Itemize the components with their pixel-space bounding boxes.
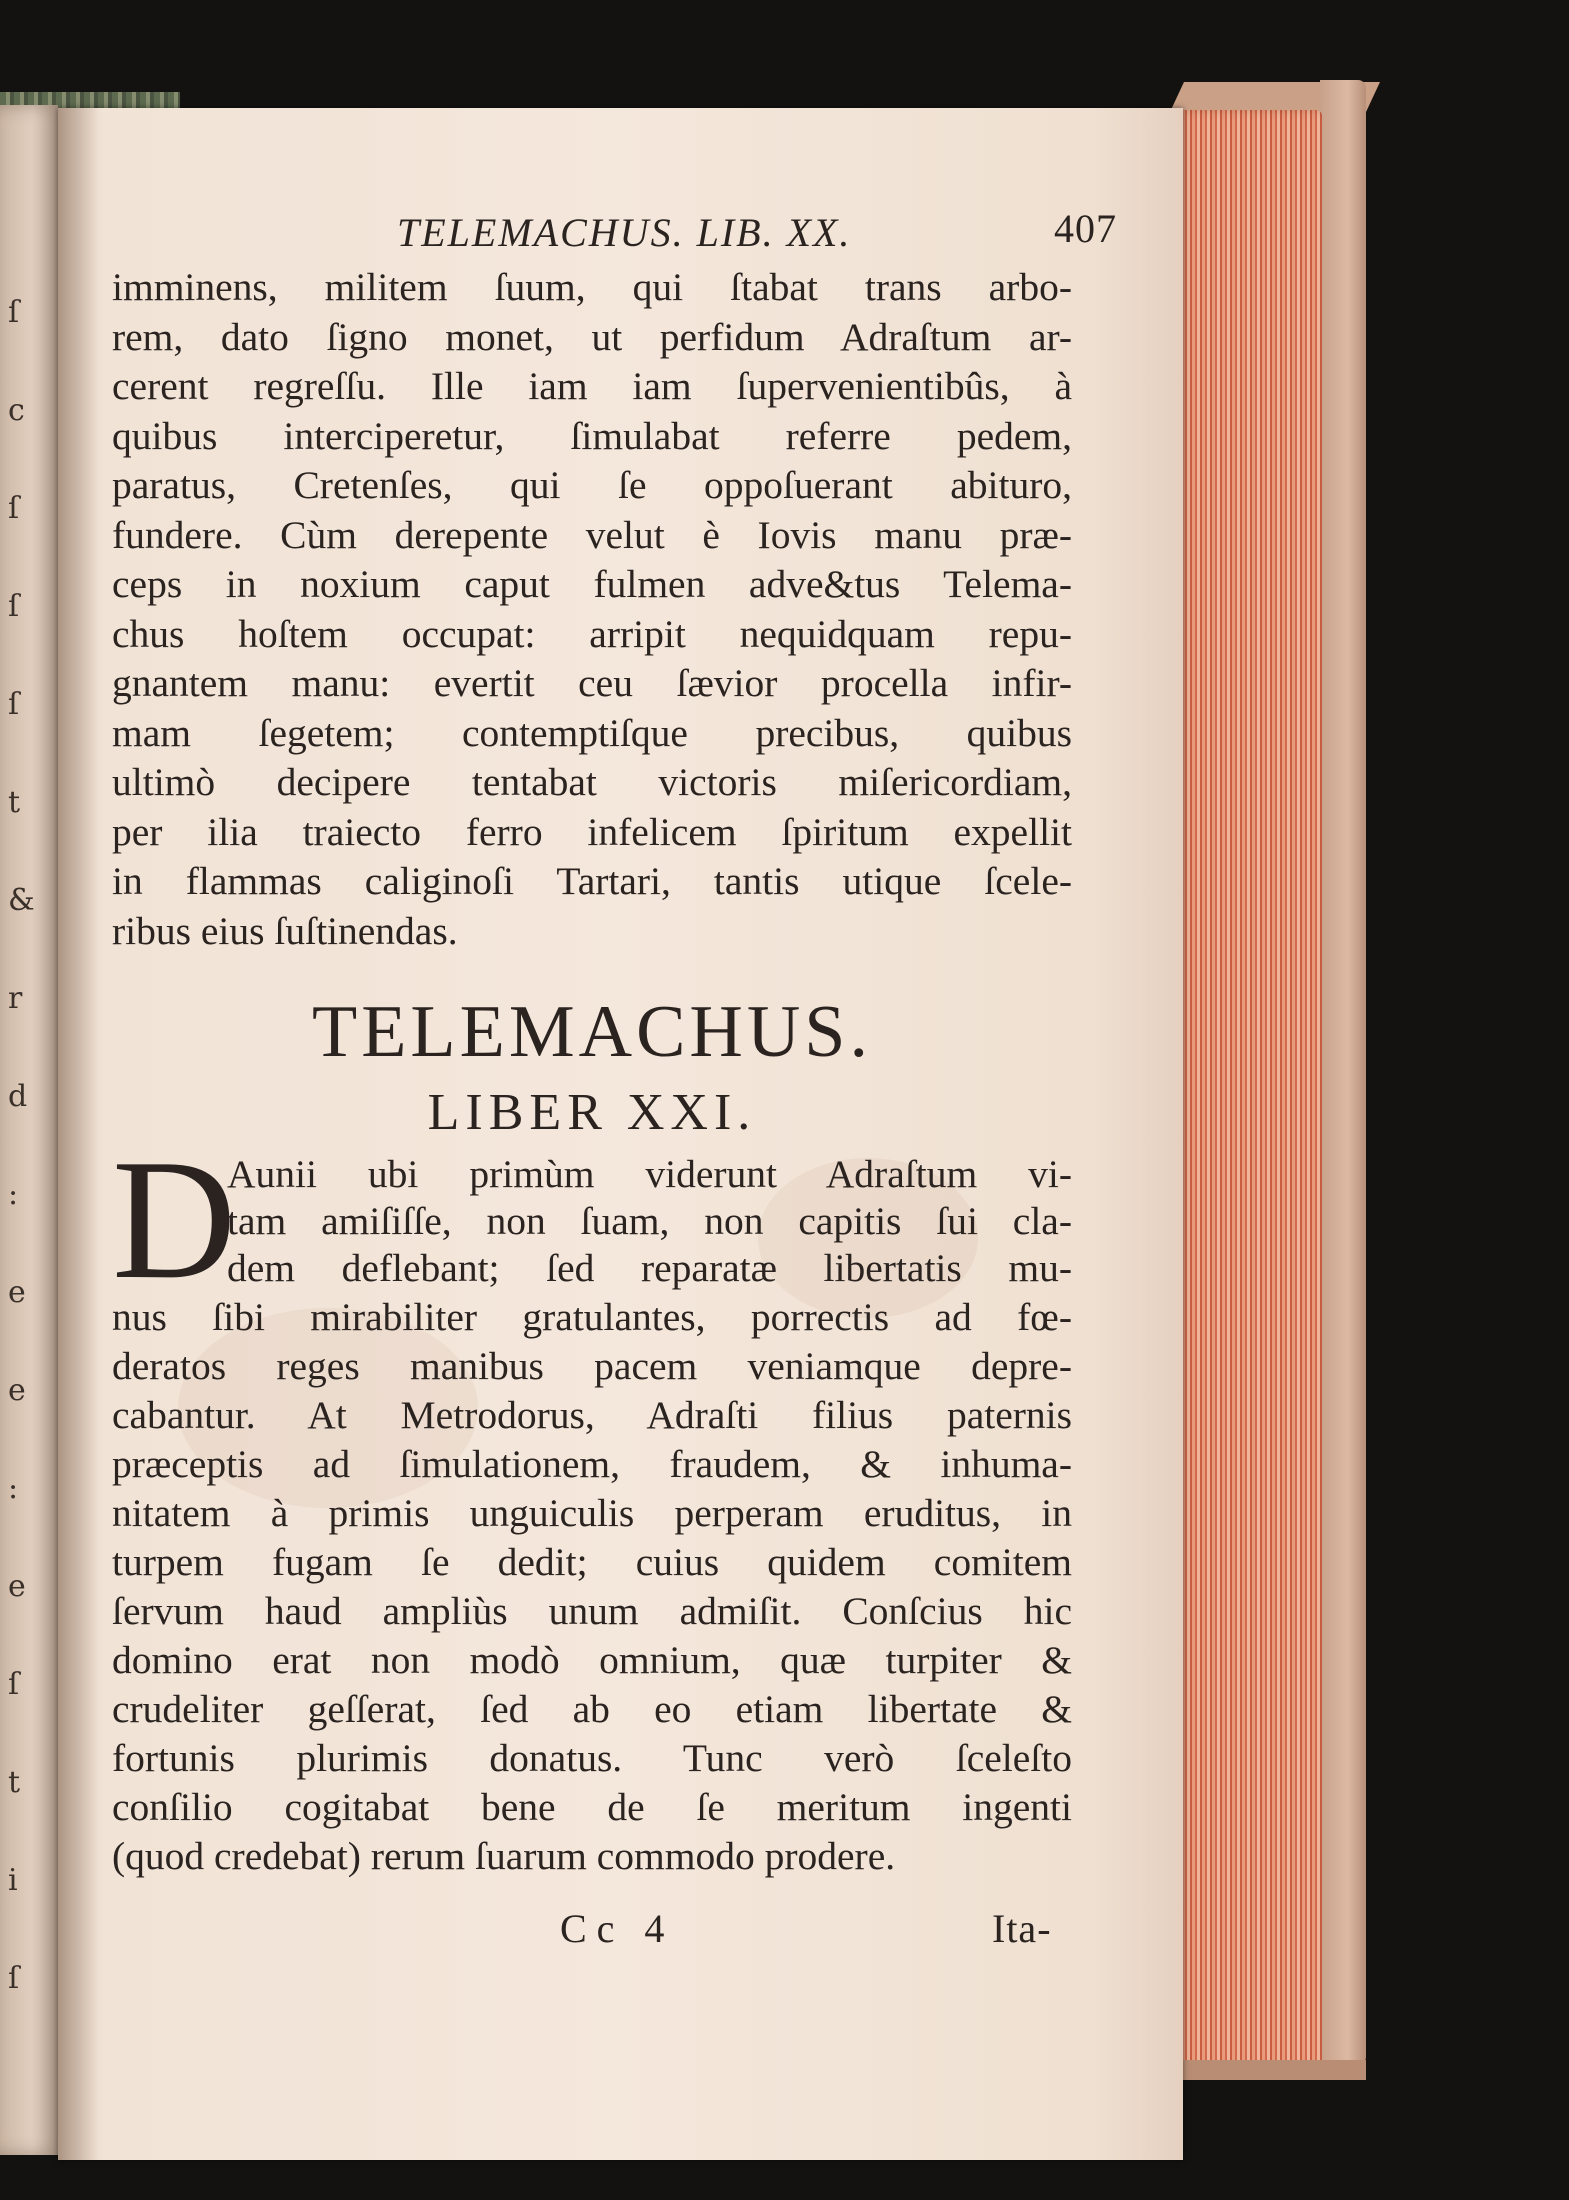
book-title: TELEMACHUS. xyxy=(312,991,872,1073)
left-page-fragment: ſ xyxy=(8,295,20,330)
text-line: imminens, militem ſuum, qui ſtabat trans arbo- xyxy=(112,265,1072,309)
running-head xyxy=(287,205,1157,265)
left-page-fragment: ſ xyxy=(8,1961,20,1996)
left-page-fragment: ſ xyxy=(8,589,20,624)
text-line: cabantur. At Metrodorus, Adraſti filius paternis xyxy=(112,1393,1072,1437)
text-line: ultimò decipere tentabat victoris miſericordiam, xyxy=(112,760,1072,804)
left-page-fragment: ſ xyxy=(8,687,20,722)
book-cover-board xyxy=(1320,80,1366,2065)
text-line: chus hoſtem occupat: arripit nequidquam repu- xyxy=(112,611,1072,656)
left-page-edge xyxy=(0,105,58,2155)
text-line: domino erat non modò omnium, quæ turpiter & xyxy=(112,1638,1072,1682)
drop-cap: D xyxy=(112,1125,237,1315)
text-line: quibus interciperetur, ſimulabat referre pedem, xyxy=(112,413,1072,458)
text-line: fortunis plurimis donatus. Tunc verò ſceleſto xyxy=(112,1736,1072,1780)
text-line: gnantem manu: evertit ceu ſævior procella infir- xyxy=(112,661,1072,705)
catchword: Ita- xyxy=(992,1906,1052,1951)
text-line: Aunii ubi primùm viderunt Adraſtum vi- xyxy=(227,1152,1072,1196)
left-page-fragment: t xyxy=(8,1765,21,1800)
text-line: per ilia traiecto ferro infelicem ſpiritum expellit xyxy=(112,809,1072,854)
fore-edge-red xyxy=(1172,110,1322,2080)
gutter-shadow xyxy=(58,108,98,2160)
text-line: mam ſegetem; contemptiſque precibus, quibus xyxy=(112,710,1072,755)
page-number: 407 xyxy=(1054,206,1117,251)
book-cover-bottom xyxy=(1172,2060,1366,2080)
text-line: ribus eius ſuſtinendas. xyxy=(112,908,458,953)
left-page-fragment: d xyxy=(8,1079,28,1114)
left-page-fragment: & xyxy=(8,883,35,918)
text-line: (quod credebat) rerum ſuarum commodo prodere. xyxy=(112,1834,896,1878)
left-page-fragment: t xyxy=(8,785,21,820)
text-line: fundere. Cùm derepente velut è Iovis manu præ- xyxy=(112,512,1072,557)
text-line: tam amiſiſſe, non ſuam, non capitis ſui cla- xyxy=(227,1199,1072,1243)
left-page-fragment: e xyxy=(8,1569,26,1604)
text-line: crudeliter geſſerat, ſed ab eo etiam libertate & xyxy=(112,1687,1072,1731)
left-page-fragment: i xyxy=(8,1863,18,1898)
left-page-fragment: ſ xyxy=(8,491,20,526)
left-page-fragment: : xyxy=(8,1471,19,1506)
book-subtitle: LIBER XXI. xyxy=(427,1084,757,1141)
text-line: rem, dato ſigno monet, ut perfidum Adraſtum ar- xyxy=(112,314,1072,359)
text-line: conſilio cogitabat bene de ſe meritum ingenti xyxy=(112,1785,1072,1829)
text-line: ſervum haud ampliùs unum admiſit. Conſcius hic xyxy=(112,1589,1072,1633)
text-line: dem deflebant; ſed reparatæ libertatis mu- xyxy=(227,1246,1072,1290)
text-line: præceptis ad ſimulationem, fraudem, & inhuma- xyxy=(112,1442,1072,1486)
text-line: turpem fugam ſe dedit; cuius quidem comitem xyxy=(112,1540,1072,1584)
text-line: nus ſibi mirabiliter gratulantes, porrectis ad fœ- xyxy=(112,1295,1072,1339)
running-head-title: TELEMACHUS. LIB. XX. xyxy=(397,210,852,255)
left-page-fragment: e xyxy=(8,1275,26,1310)
text-line: in flammas caliginoſi Tartari, tantis utique ſcele- xyxy=(112,859,1072,903)
left-page-fragment: e xyxy=(8,1373,26,1408)
signature-mark: Cc 4 xyxy=(560,1906,675,1951)
text-line: ceps in noxium caput fulmen adve&tus Telema- xyxy=(112,562,1072,606)
left-page-fragment: r xyxy=(8,981,23,1016)
left-page-fragment: c xyxy=(8,393,25,428)
text-line: cerent regreſſu. Ille iam iam ſupervenientibûs, à xyxy=(112,364,1072,408)
left-page-fragment: : xyxy=(8,1177,19,1212)
left-page-fragment: ſ xyxy=(8,1667,20,1702)
text-line: paratus, Cretenſes, qui ſe oppoſuerant abituro, xyxy=(112,463,1072,507)
text-line: nitatem à primis unguiculis perperam eruditus, in xyxy=(112,1491,1072,1535)
text-line: deratos reges manibus pacem veniamque depre- xyxy=(112,1344,1072,1388)
